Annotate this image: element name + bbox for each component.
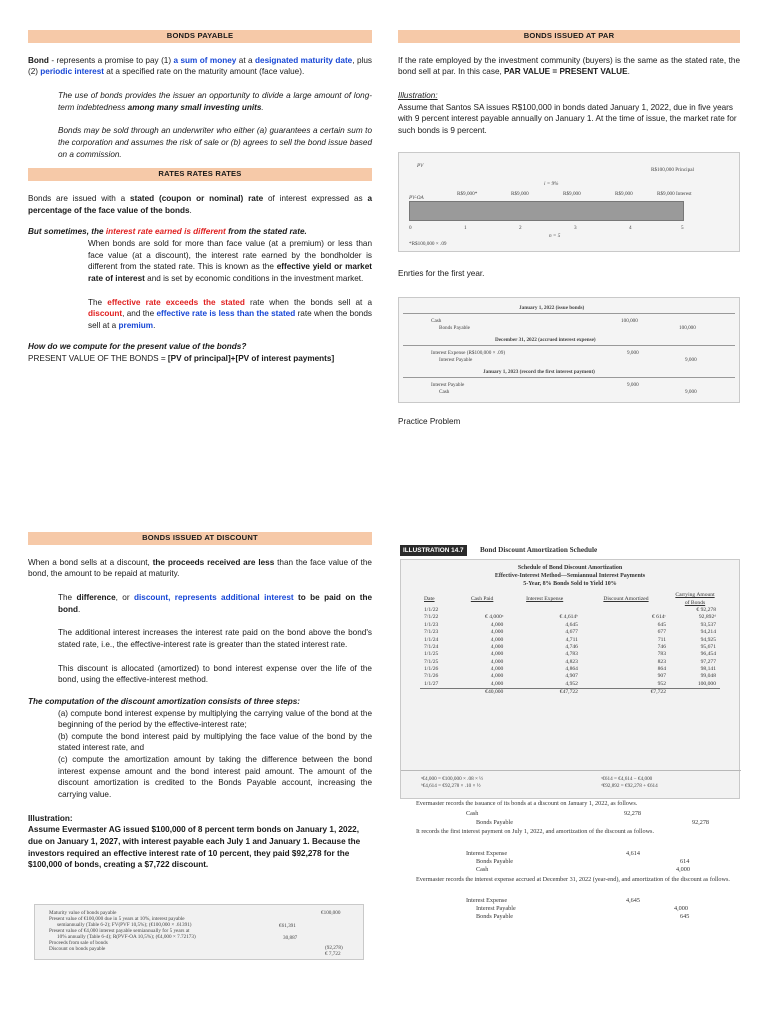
table-cell [507, 607, 582, 614]
illustration-tag: ILLUSTRATION 14.7 [400, 545, 467, 556]
table-cell: 7/1/26 [424, 673, 439, 680]
schedule-footnotes: ᵃ€4,000 = €100,000 × .08 × ½ ᵇ€4,614 = €92,278 × .10 × ½ ᶜ€614 = €4,614 − €4,000 ᵈ€92,892 = €92,278 + €614 [401, 770, 741, 798]
bonds-at-discount-section [28, 532, 372, 879]
table-cell: 4,000 [490, 621, 504, 628]
table-cell: 4,000 [490, 629, 504, 636]
table-cell: 93,537 [700, 621, 716, 628]
timeline-pvoa: PV-OA [409, 195, 424, 201]
table-cell: € 92,278 [696, 607, 716, 614]
table-cell: 4,746 [565, 643, 578, 650]
table-row [420, 607, 720, 614]
timeline-ticks: 0 1 2 3 4 5 [409, 225, 684, 231]
bond-definition: Bond - represents a promise to pay (1) a sum of money at a designated maturity date, plus (2) periodic interest at a specified rate on the maturity amount (face value). [28, 55, 372, 77]
table-cell: 645 [657, 621, 666, 628]
table-cell: 1/1/26 [424, 666, 439, 673]
table-cell [457, 607, 507, 614]
table-cell: 4,000 [490, 673, 504, 680]
table-cell: 4,864 [565, 666, 578, 673]
table-cell: €7,722 [582, 689, 670, 697]
table-cell: 1/1/22 [424, 607, 439, 614]
table-cell: 4,907 [565, 673, 578, 680]
section-header-bonds-payable: BONDS PAYABLE [28, 30, 372, 43]
amortization-schedule [400, 559, 740, 799]
table-cell: 1/1/27 [424, 680, 439, 687]
table-row [420, 689, 720, 697]
journal-1-intro: Evermaster records the issuance of its bonds at a discount on January 1, 2022, as follows. [416, 800, 638, 807]
table-row [420, 666, 720, 673]
table-cell: 4,677 [565, 629, 578, 636]
table-cell: 4,000 [490, 666, 504, 673]
timeline-pv: PV [417, 163, 424, 169]
table-cell: 97,277 [700, 658, 716, 665]
par-paragraph: If the rate employed by the investment community (buyers) is the same as the stated rate, the bond sell at par. In this case, PAR VALUE = PRESENT VALUE. [398, 55, 740, 77]
table-row [420, 673, 720, 680]
bonds-at-par-section [398, 30, 740, 145]
journal-3-intro: Evermaster records the interest expense accrued at December 31, 2022 (year-end), and amortization of the discount as follows. [416, 876, 730, 883]
col-date: Date [424, 595, 435, 602]
table-cell: 94,925 [700, 636, 716, 643]
timeline-n: n = 5 [549, 233, 561, 239]
table-cell: 4,000 [490, 643, 504, 650]
steps-list [28, 708, 372, 801]
table-cell: 4,823 [565, 658, 578, 665]
table-cell: 7/1/25 [424, 658, 439, 665]
schedule-subtitle-1: Effective-Interest Method—Semiannual Interest Payments [494, 573, 646, 580]
rate-different-line: But sometimes, the interest rate earned is different from the stated rate. [28, 227, 307, 237]
table-cell: 4,952 [565, 680, 578, 687]
step-c: (c) compute the amortization amount by taking the difference between the bond interest expense amount and the bond interest paid amount. The amount of the discount amortization is credited to the Bonds Payable account, increasing the carrying value. [58, 755, 372, 800]
illustration-header [400, 545, 740, 557]
table-cell: €47,722 [507, 689, 582, 697]
table-cell: 823 [657, 658, 666, 665]
section-header-par: BONDS ISSUED AT PAR [398, 30, 740, 43]
timeline-bar [409, 201, 684, 221]
timeline-principal: R$100,000 Principal [651, 167, 694, 173]
table-cell: 783 [657, 651, 666, 658]
pv-formula: PRESENT VALUE OF THE BONDS = [PV of principal]+[PV of interest payments] [28, 354, 335, 364]
table-cell: 4,000 [490, 636, 504, 643]
timeline-note: *R$100,000 × .09 [409, 241, 447, 247]
discount-additional-interest: The additional interest increases the interest rate paid on the bond above the bond's stated rate, i.e., the effective-interest rate is greater than the stated interest rate. [58, 628, 372, 649]
par-illustration: Illustration: Assume that Santos SA issues R$100,000 in bonds dated January 1, 2022, due in five years with 9 percent interest payable annually on January 1. At the time of issue, the market rate for such bonds is 9 percent. [398, 91, 737, 135]
table-cell: 94,214 [700, 629, 716, 636]
stated-rate-paragraph: Bonds are issued with a stated (coupon or nominal) rate of interest expressed as a percentage of the face value of the bonds. [28, 194, 373, 215]
table-cell: €40,000 [457, 689, 507, 697]
illustration-title: Bond Discount Amortization Schedule [480, 546, 598, 554]
table-cell: € 4,614ᵇ [559, 614, 578, 621]
discount-illustration: Illustration: Assume Evermaster AG issued $100,000 of 8 percent term bonds on January 1, 2022, due on January 1, 2027, with interest payable each July 1 and January 1. Because the investors required an effective interest rate of 10 percent, they paid $92,278 for the $100,000 of bonds, creating a $7,722 discount. [28, 813, 361, 870]
table-row [420, 637, 720, 644]
table-cell: 4,000 [490, 651, 504, 658]
discount-difference: The difference, or discount, represents additional interest to be paid on the bond. [58, 593, 372, 614]
section-header-rates: RATES RATES RATES [28, 168, 372, 181]
col-cash-paid: Cash Paid [470, 595, 494, 602]
table-cell: 4,000 [490, 658, 504, 665]
table-cell [420, 689, 457, 697]
timeline-pay-1: R$9,000* [457, 191, 478, 197]
bonds-payable-section [28, 30, 372, 373]
table-header-row [420, 592, 720, 607]
table-cell: 96,454 [700, 651, 716, 658]
table-cell: € 614ᶜ [651, 614, 666, 621]
table-cell: 864 [657, 666, 666, 673]
timeline-pay-5: R$9,000 Interest [657, 191, 692, 197]
steps-title: The computation of the discount amortization consists of three steps: [28, 696, 301, 706]
cash-flow-timeline [398, 152, 740, 252]
table-cell: 1/1/23 [424, 621, 439, 628]
step-a: (a) compute bond interest expense by multiplying the carrying value of the bond at the beginning of the period by the effective-interest rate; [58, 708, 372, 730]
table-cell: 98,141 [700, 666, 716, 673]
table-row [420, 614, 720, 621]
journal-2-intro: It records the first interest payment on July 1, 2022, and amortization of the discount as follows. [416, 828, 654, 835]
table-cell: 952 [657, 680, 666, 687]
table-cell: 7/1/22 [424, 614, 439, 621]
table-cell: 4,783 [565, 651, 578, 658]
timeline-rate: i = 9% [544, 181, 559, 187]
step-b: (b) compute the bond interest paid by multiplying the face value of the bond by the stated interest rate, and [58, 731, 372, 753]
amortization-table [420, 592, 720, 696]
practice-problem-label: Practice Problem [398, 417, 461, 426]
table-row [420, 681, 720, 689]
table-cell: 99,048 [700, 673, 716, 680]
effective-vs-stated-paragraph: The effective rate exceeds the stated rate when the bonds sell at a discount, and the effective rate is less than the stated rate when the bonds sell at a premium. [88, 297, 372, 330]
table-row [420, 651, 720, 658]
timeline-pay-2: R$9,000 [511, 191, 529, 197]
pv-question: How do we compute for the present value of the bonds? [28, 342, 247, 352]
amortization-rows [420, 607, 720, 697]
col-discount-amortized: Discount Amortized [603, 595, 649, 602]
table-cell: 95,671 [700, 643, 716, 650]
table-row [420, 629, 720, 636]
col-carrying-amount: Carrying Amount of Bonds [675, 592, 715, 606]
table-cell: 100,000 [697, 680, 716, 687]
entries-label: Enrties for the first year. [398, 269, 485, 278]
table-cell: 746 [657, 643, 666, 650]
col-interest-expense: Interest Expense [526, 595, 564, 602]
table-cell: 7/1/24 [424, 643, 439, 650]
schedule-title: Schedule of Bond Discount Amortization [517, 565, 623, 571]
effective-yield-paragraph: When bonds are sold for more than face value (at a premium) or less than face value (at a discount), the interest rate earned by the bondholder is different from the stated rate. This is known as the effective yield or market rate of interest and is set by economic conditions in the investment market. [88, 238, 372, 283]
table-row [420, 644, 720, 651]
schedule-subtitle-2: 5-Year, 8% Bonds Sold to Yield 10% [523, 581, 617, 588]
underwriter-paragraph: Bonds may be sold through an underwriter who either (a) guarantees a certain sum to the corporation and assumes the risk of sale or (b) agrees to sell the bond issue based on a commission. [58, 126, 372, 159]
discount-amortized: This discount is allocated (amortized) to bond interest expense over the life of the bond, using the effective-interest method. [58, 663, 372, 685]
table-cell: 1/1/24 [424, 636, 439, 643]
table-cell: 677 [657, 629, 666, 636]
table-cell: 907 [657, 673, 666, 680]
table-cell [582, 607, 670, 614]
table-cell: 4,000 [490, 680, 504, 687]
timeline-pay-3: R$9,000 [563, 191, 581, 197]
section-header-discount: BONDS ISSUED AT DISCOUNT [28, 532, 372, 545]
table-cell: 1/1/25 [424, 651, 439, 658]
bond-use-paragraph: The use of bonds provides the issuer an opportunity to divide a large amount of long-term indebtedness among many small investing units. [58, 91, 372, 112]
table-row [420, 622, 720, 629]
table-cell: 4,645 [565, 621, 578, 628]
table-cell: 7/1/23 [424, 629, 439, 636]
table-cell: 92,892ᵈ [698, 614, 716, 621]
table-cell: 711 [657, 636, 666, 643]
table-row [420, 659, 720, 666]
table-cell: 4,711 [565, 636, 578, 643]
table-cell [670, 689, 720, 697]
table-cell: € 4,000ᵃ [485, 614, 504, 621]
discount-intro: When a bond sells at a discount, the proceeds received are less than the face value of the bond, the amount to be repaid at maturity. [28, 557, 372, 579]
timeline-pay-4: R$9,000 [615, 191, 633, 197]
discount-computation: Maturity value of bonds payable €100,000 Present value of €100,000 due in 5 years at 10%, interest payable semiannually (Table 6-2); FV(PVF 10,5%); (€100,000 × .61391) €61,391 Present value of €4,000 interest payable semiannually for 5 years at 10% annually (Table 6-4); R(PVF-OA 10,5%); (€4,000 × 7.72173) 30,887 Proceeds from sale of bonds (92,278) Discount on bonds payable € 7,722 [34, 904, 364, 960]
par-journal-entries: January 1, 2022 (issue bonds) Cash 100,000 Bonds Payable 100,000 December 31, 2022 (accrued interest expense) Interest Expense (R$100,000 × .09) 9,000 Interest Payable 9,000 January 1, 2023 (record the first interest payment) Interest Payable 9,000 Cash 9,000 [398, 297, 740, 403]
discount-journal-entries: Evermaster records the issuance of its bonds at a discount on January 1, 2022, as follows. Cash 92,278 Bonds Payable 92,278 It records the first interest payment on July 1, 2022, and amortization of the discount as follows. Interest Expense 4,614 Bonds Payable 614 Cash 4,000 Evermaster records the interest expense accrued at December 31, 2022 (year-end), and amortization of the discount as follows. Interest Expense 4,645 Interest Payable 4,000 Bonds Payable 645 [404, 800, 744, 930]
